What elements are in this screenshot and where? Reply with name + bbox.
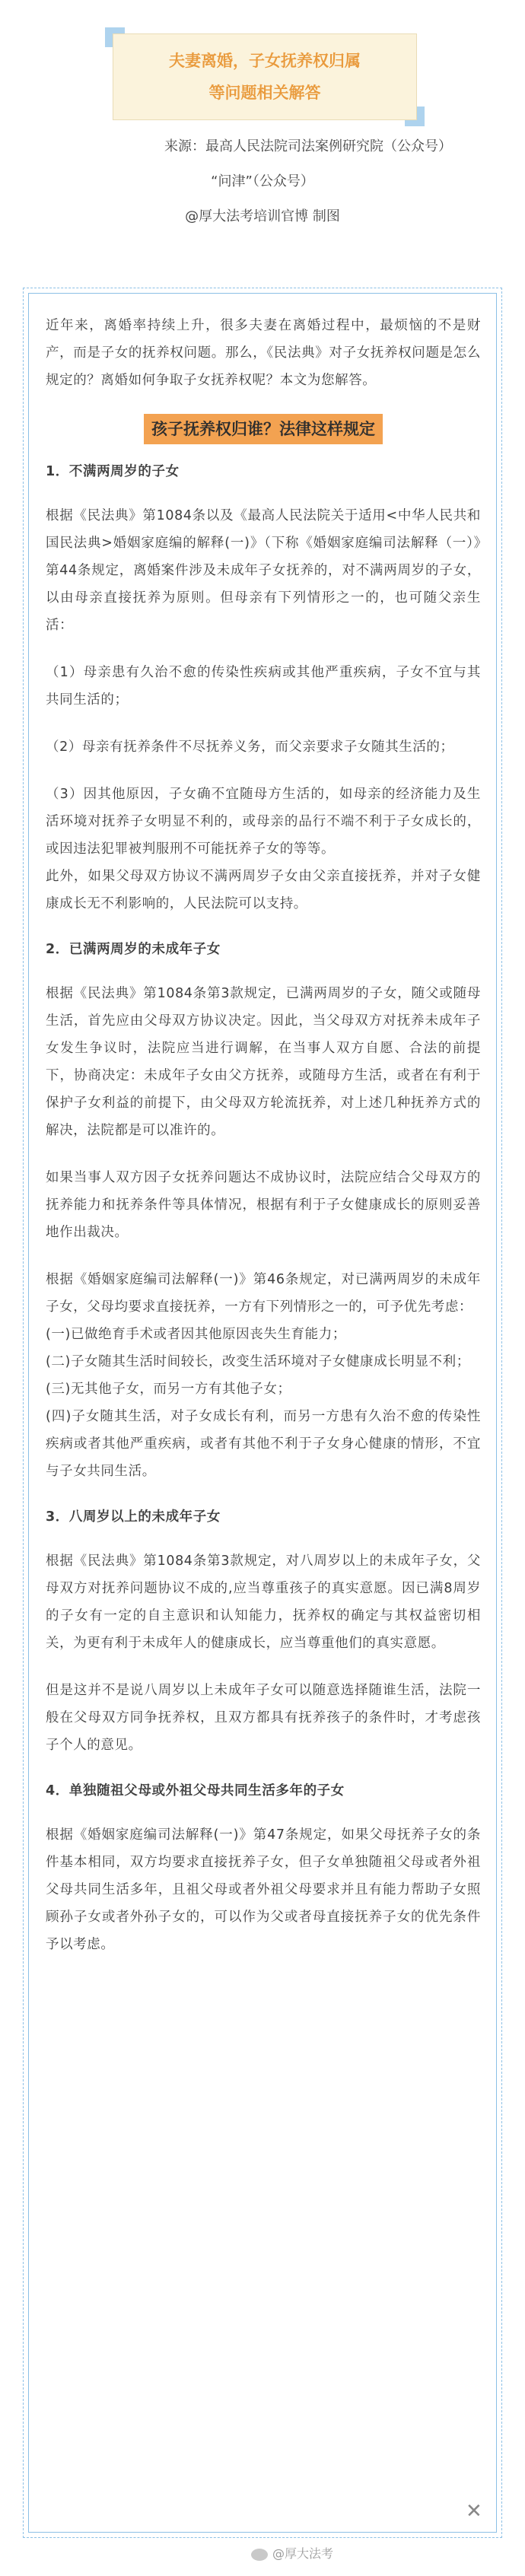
weibo-icon: [251, 2549, 268, 2561]
paragraph: 但是这并不是说八周岁以上未成年子女可以随意选择随谁生活，法院一般在父母双方同争抚养权，且双方都具有抚养孩子的条件时，才考虑孩子个人的意见。: [46, 1683, 481, 1753]
title-card: [113, 33, 417, 120]
paragraph: 根据《民法典》第1084条第3款规定，对八周岁以上的未成年子女，父母双方对抚养问题协议不成的,应当尊重孩子的真实意愿。因已满8周岁的子女有一定的自主意识和认知能力，抚养权的确定与其权益密切相关，为更有利于未成年人的健康成长，应当尊重他们的真实意愿。: [46, 1554, 481, 1651]
source-line: @厚大法考培训官博 制图: [185, 208, 340, 224]
paragraph: 此外，如果父母双方协议不满两周岁子女由父亲直接抚养，并对子女健康成长无不利影响的，人民法院可以支持。: [46, 869, 481, 911]
paragraph: 根据《婚姻家庭编司法解释(一)》第47条规定，如果父母抚养子女的条件基本相同，双方均要求直接抚养子女，但子女单独随祖父母或者外祖父母共同生活多年，且祖父母或者外祖父母要求并且有能力帮助子女照顾孙子女或者外孙子女的，可以作为父或者母直接抚养子女的优先条件予以考虑。: [46, 1827, 481, 1952]
list-item: (三)无其他子女，而另一方有其他子女；: [46, 1382, 291, 1397]
title-line: 夫妻离婚，子女抚养权归属: [169, 52, 361, 70]
list-item: (一)已做绝育手术或者因其他原因丧失生育能力；: [46, 1327, 346, 1342]
paragraph: 根据《民法典》第1084条第3款规定，已满两周岁的子女，随父或随母生活，首先应由父母双方协议决定。因此，当父母双方对抚养未成年子女发生争议时，法院应当进行调解，在当事人双方自愿、合法的前提下，协商决定：未成年子女由父方抚养，或随母方生活，或者在有利于保护子女利益的前提下，由父母双方轮流抚养，对上述几种抚养方式的解决，法院都是可以准许的。: [46, 986, 481, 1138]
paragraph: （2）母亲有抚养条件不尽抚养义务，而父亲要求子女随其生活的；: [46, 739, 454, 755]
close-mark-icon: ✕: [466, 2500, 482, 2523]
section-heading: 2．已满两周岁的未成年子女: [46, 942, 221, 957]
intro-paragraph: 近年来，离婚率持续上升，很多夫妻在离婚过程中，最烦恼的不是财产，而是子女的抚养权问题。那么，《民法典》对子女抚养权问题是怎么规定的？离婚如何争取子女抚养权呢？本文为您解答。: [46, 318, 481, 388]
paragraph: （1）母亲患有久治不愈的传染性疾病或其他严重疾病，子女不宜与其共同生活的；: [46, 665, 481, 708]
section-banner: 孩子抚养权归谁？法律这样规定: [144, 414, 383, 444]
paragraph: （3）因其他原因，子女确不宜随母方生活的，如母亲的经济能力及生活环境对抚养子女明显不利的，或母亲的品行不端不利于子女成长的，或因违法犯罪被判服刑不可能抚养子女的等等。: [46, 787, 481, 857]
paragraph: 根据《婚姻家庭编司法解释(一)》第46条规定，对已满两周岁的未成年子女，父母均要求直接抚养，一方有下列情形之一的，可予优先考虑：: [46, 1272, 481, 1315]
list-item: (四)子女随其生活，对子女成长有利，而另一方患有久治不愈的传染性疾病或者其他严重疾病，或者有其他不利于子女身心健康的情形，不宜与子女共同生活。: [46, 1409, 481, 1479]
paragraph: 如果当事人双方因子女抚养问题达不成协议时，法院应结合父母双方的抚养能力和抚养条件等具体情况，根据有利于子女健康成长的原则妥善地作出裁决。: [46, 1170, 481, 1240]
title-line: 等问题相关解答: [208, 84, 321, 102]
source-line: 来源：最高人民法院司法案例研究院（公众号）: [164, 138, 452, 154]
section-heading: 4．单独随祖父母或外祖父母共同生活多年的子女: [46, 1783, 345, 1798]
paragraph: 根据《民法典》第1084条以及《最高人民法院关于适用<中华人民共和国民法典>婚姻家庭编的解释(一)》（下称《婚姻家庭编司法解释（一）》第44条规定，离婚案件涉及未成年子女抚养的，对不满两周岁的子女，以由母亲直接抚养为原则。但母亲有下列情形之一的，也可随父亲生活：: [46, 508, 481, 633]
section-heading: 1．不满两周岁的子女: [46, 464, 180, 479]
list-item: (二)子女随其生活时间较长，改变生活环境对子女健康成长明显不利；: [46, 1354, 470, 1369]
source-line: “问津”（公众号）: [211, 173, 314, 189]
article-body: [46, 306, 481, 1958]
watermark-text: @厚大法考: [272, 2546, 334, 2561]
title-box: [113, 33, 417, 120]
section-heading: 3．八周岁以上的未成年子女: [46, 1509, 221, 1525]
watermark: [251, 2544, 333, 2562]
source-block: [0, 129, 525, 234]
